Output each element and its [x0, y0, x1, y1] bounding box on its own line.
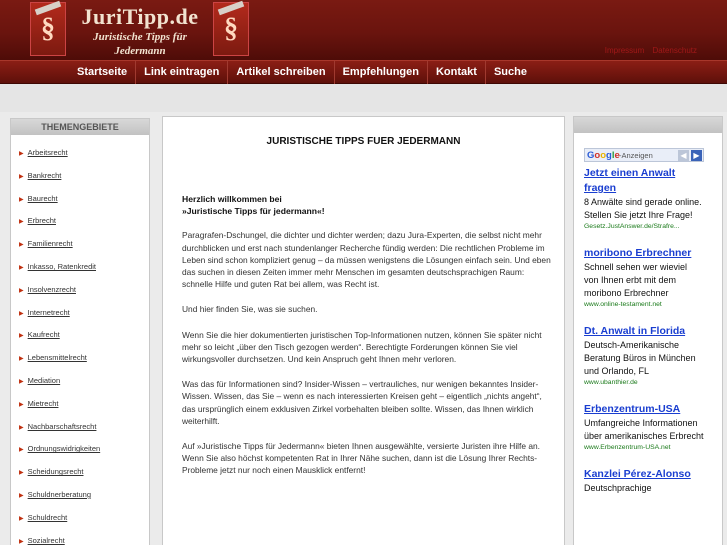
sidebar-item: [11, 443, 149, 466]
nav-suche[interactable]: Suche: [493, 66, 527, 78]
sidebar-item: [11, 238, 149, 261]
sidebar-link[interactable]: Mediation: [27, 375, 61, 385]
bullet-arrow-icon: ▶: [19, 287, 24, 294]
bullet-arrow-icon: ▶: [19, 492, 24, 499]
logo-subtitle: Juristische Tipps für Jedermann: [93, 31, 187, 57]
logo-title: JuriTipp.de: [81, 4, 199, 29]
nav-startseite[interactable]: Startseite: [69, 61, 136, 84]
sidebar-item: [11, 284, 149, 307]
sidebar-link[interactable]: Sozialrecht: [27, 535, 65, 545]
bullet-arrow-icon: ▶: [19, 219, 24, 226]
bullet-arrow-icon: ▶: [19, 356, 24, 363]
sidebar-link[interactable]: Kaufrecht: [27, 330, 60, 340]
sidebar-item: [11, 261, 149, 284]
bullet-arrow-icon: ▶: [19, 401, 24, 408]
ads-next-icon[interactable]: ▶: [691, 150, 702, 161]
ad-title[interactable]: Dt. Anwalt in Florida: [584, 325, 686, 337]
ad-item: [584, 402, 704, 453]
sidebar-item: [11, 489, 149, 512]
bullet-arrow-icon: ▶: [19, 424, 24, 431]
ad-text: Deutschprachige: [584, 483, 652, 493]
welcome-heading: Herzlich willkommen bei »Juristische Tipps für jedermann«!: [182, 194, 325, 217]
ad-title[interactable]: Erbenzentrum-USA: [584, 403, 681, 415]
sidebar-link[interactable]: Ordnungswidrigkeiten: [27, 444, 101, 454]
sidebar-header: [574, 117, 722, 133]
bullet-arrow-icon: ▶: [19, 196, 24, 203]
main-content: [162, 116, 565, 545]
sidebar-item: [11, 352, 149, 375]
paragraph: Auf »Juristische Tipps für Jedermann« bieten Ihnen ausgewählte, versierte Juristen ihre Hilfe an. Wenn Sie also höchst kompetenten Rat in Ihrer Nähe suchen, dann ist die Lösung Ihrer Rechts-Probleme jetzt nur noch einen Mausklick entfernt!: [182, 441, 540, 476]
bullet-arrow-icon: ▶: [19, 515, 24, 522]
topics-sidebar: [10, 118, 150, 545]
bullet-arrow-icon: ▶: [19, 538, 24, 545]
sidebar-link[interactable]: Arbeitsrecht: [27, 148, 68, 157]
ad-title[interactable]: Kanzlei Pérez-Alonso: [584, 468, 691, 480]
ad-url[interactable]: www.ubanthier.de: [584, 379, 638, 386]
bullet-arrow-icon: ▶: [19, 151, 24, 157]
ad-url[interactable]: Gesetz.JustAnswer.de/Strafre...: [584, 223, 680, 230]
sidebar-title: THEMENGEBIETE: [11, 119, 149, 135]
sidebar-link[interactable]: Inkasso, Ratenkredit: [27, 261, 96, 271]
paragraph-seal-icon: §: [30, 2, 66, 56]
ad-title[interactable]: Jetzt einen Anwalt fragen: [584, 167, 676, 194]
ads-sidebar: [573, 116, 723, 545]
ad-url[interactable]: www.online-testament.net: [584, 301, 662, 308]
bullet-arrow-icon: ▶: [19, 264, 24, 271]
sidebar-link[interactable]: Mietrecht: [27, 398, 59, 408]
site-header: [0, 0, 727, 60]
google-logo[interactable]: Google: [587, 150, 620, 161]
sidebar-link[interactable]: Schuldrecht: [27, 512, 68, 522]
sidebar-item: [11, 421, 149, 444]
ad-text: Umfangreiche Informationen über amerikanisches Erbrecht: [584, 418, 704, 441]
nav-artikel-schreiben[interactable]: Artikel schreiben: [228, 61, 334, 84]
sidebar-link[interactable]: Schuldnerberatung: [27, 489, 92, 499]
sidebar-link[interactable]: Insolvenzrecht: [27, 284, 76, 294]
sidebar-item: [11, 512, 149, 535]
ad-text: Deutsch-Amerikanische Beratung Büros in München und Orlando, FL: [584, 340, 696, 376]
main-nav: [0, 60, 727, 84]
paragraph: Wenn Sie die hier dokumentierten juristischen Top-Informationen nutzen, können Sie später nicht mehr so leicht „über den Tisch gezogen werden“. Berechtigte Forderungen können Sie viel wirkungsvoller durchsetzen. Und kein Anspruch geht Ihnen mehr verloren.: [182, 329, 542, 365]
ad-item: [584, 467, 704, 495]
sidebar-item: [11, 329, 149, 352]
ads-prev-icon[interactable]: ◀: [678, 150, 689, 161]
bullet-arrow-icon: ▶: [19, 173, 24, 180]
impressum-link[interactable]: Impressum: [604, 46, 645, 55]
datenschutz-link[interactable]: Datenschutz: [652, 46, 697, 55]
sidebar-item: [11, 375, 149, 398]
bullet-arrow-icon: ▶: [19, 378, 24, 385]
sidebar-item: [11, 147, 149, 170]
ad-title[interactable]: moribono Erbrechner: [584, 247, 692, 259]
ad-text: Schnell sehen wer wieviel von Ihnen erbt mit dem moribono Erbrechner: [584, 262, 688, 298]
sidebar-link[interactable]: Nachbarschaftsrecht: [27, 421, 97, 431]
sidebar-link[interactable]: Internetrecht: [27, 307, 70, 317]
ad-item: [584, 246, 704, 310]
sidebar-item: [11, 170, 149, 193]
header-links: [599, 46, 697, 55]
nav-link-eintragen[interactable]: Link eintragen: [136, 61, 228, 84]
bullet-arrow-icon: ▶: [19, 333, 24, 340]
sidebar-link[interactable]: Baurecht: [27, 193, 58, 203]
sidebar-link[interactable]: Erbrecht: [27, 216, 56, 226]
sidebar-item: [11, 398, 149, 421]
bullet-arrow-icon: ▶: [19, 242, 24, 249]
article-body: [182, 193, 552, 490]
sidebar-item: [11, 466, 149, 489]
nav-kontakt[interactable]: Kontakt: [428, 61, 486, 84]
sidebar-link[interactable]: Lebensmittelrecht: [27, 353, 87, 363]
paragraph: Paragrafen-Dschungel, die dichter und dichter werden; dazu Jura-Experten, die selbst nicht mehr durchblicken und erst nach stundenlanger Recherche fündig werden: Die rechtlichen Probleme im Leben sind schon kompliziert genug – da müssen wenigstens die Lösungen einfach sein. Und eben das suchen in diesen Zeiten immer mehr Menschen im gesamten deutschsprachigen Raum: schnelle Hilfe und guten Rat bei allem, was Recht ist.: [182, 230, 551, 290]
google-ads: [584, 148, 704, 509]
site-logo[interactable]: [30, 2, 249, 56]
ads-header: [584, 148, 704, 162]
bullet-arrow-icon: ▶: [19, 447, 24, 454]
page-title: JURISTISCHE TIPPS FUER JEDERMANN: [266, 136, 461, 147]
bullet-arrow-icon: ▶: [19, 470, 24, 477]
ads-label: -Anzeigen: [619, 151, 653, 160]
ad-item: [584, 166, 704, 232]
paragraph-seal-icon: §: [213, 2, 249, 56]
sidebar-link[interactable]: Scheidungsrecht: [27, 467, 84, 477]
nav-empfehlungen[interactable]: Empfehlungen: [335, 61, 428, 84]
ad-item: [584, 324, 704, 388]
header-strip: [0, 84, 727, 112]
sidebar-item: [11, 535, 149, 545]
sidebar-item: [11, 307, 149, 330]
sidebar-item: [11, 215, 149, 238]
paragraph: Und hier finden Sie, was sie suchen.: [182, 304, 318, 315]
paragraph: Was das für Informationen sind? Insider-Wissen – vertrauliches, nur wenigen bekanntes Insider-Wissen. Wissen, das Sie – wenn es nach interessierten Kreisen geht – eigentlich „nichts angeht“, das ursprünglich einem exklusiven Zirkel vorbehalten bleiben sollte. Wissen, das Ihnen wirklich weiterhilft.: [182, 379, 542, 426]
bullet-arrow-icon: ▶: [19, 310, 24, 317]
sidebar-link[interactable]: Familienrecht: [27, 239, 73, 249]
sidebar-item: [11, 193, 149, 216]
ad-text: 8 Anwälte sind gerade online. Stellen Sie jetzt Ihre Frage!: [584, 197, 702, 220]
ad-url[interactable]: www.Erbenzentrum-USA.net: [584, 444, 671, 451]
sidebar-link[interactable]: Bankrecht: [27, 170, 62, 180]
